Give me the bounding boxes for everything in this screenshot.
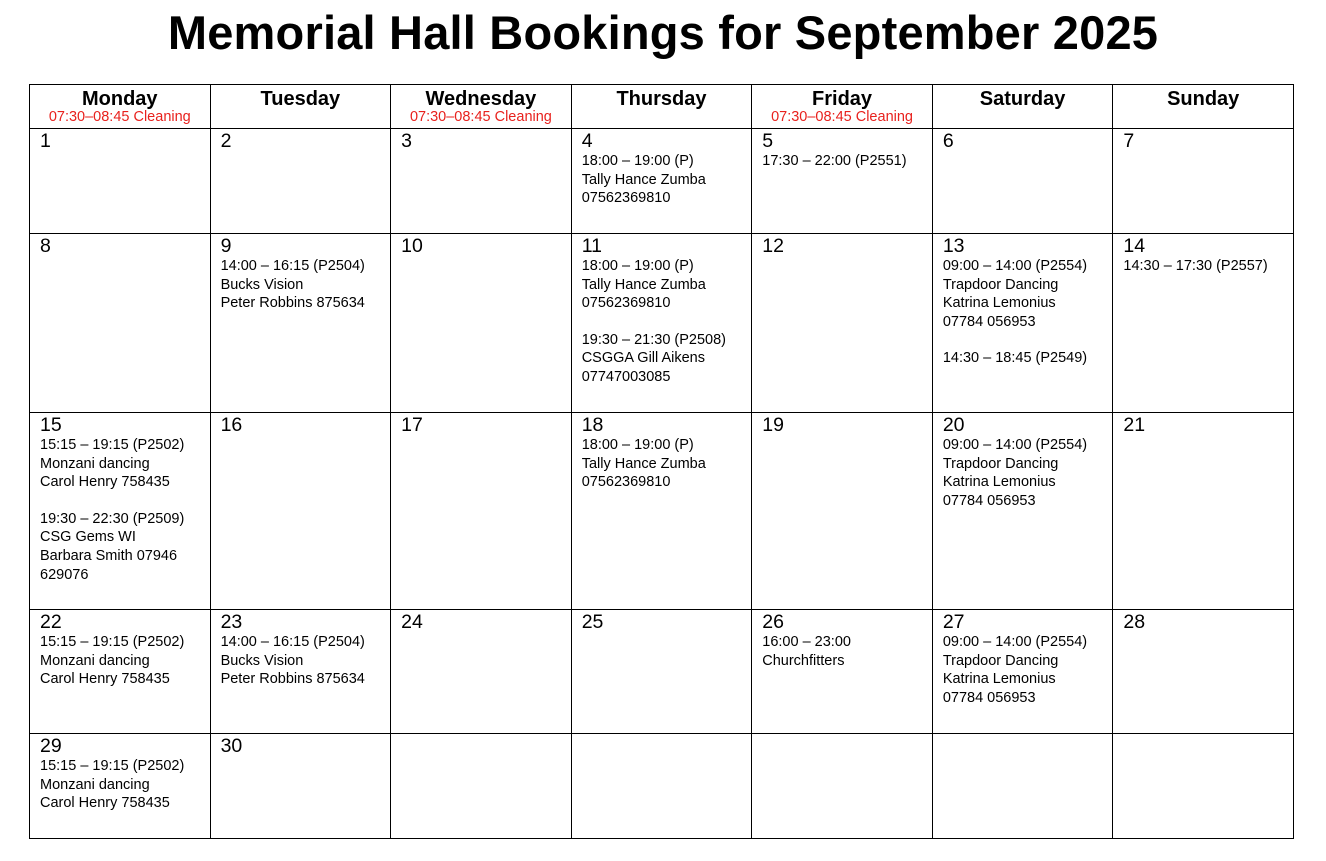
week-row [30,234,1294,413]
booking-time: 15:15 – 19:15 (P2502) [40,437,185,453]
booking-time: 09:00 – 14:00 (P2554) [942,437,1088,453]
date-number: 20 [942,414,965,436]
booking-entry [40,436,202,492]
date-number: 6 [942,130,954,152]
week-row [30,734,1294,839]
day-cell [932,234,1113,413]
day-cell [391,734,572,839]
weekday-name: Sunday [1167,88,1240,110]
day-cell [1113,413,1294,610]
weekday-name: Wednesday [425,88,537,110]
booking-time: 19:30 – 22:30 (P2509) [40,510,185,527]
booking-entry [221,257,383,313]
date-number: 27 [942,611,965,633]
date-number: 13 [942,235,965,257]
day-cell [752,610,933,734]
weekday-header-row [30,85,1294,129]
weekday-header-saturday [932,85,1113,129]
date-number: 25 [581,611,604,633]
day-cell [30,234,211,413]
day-cell [1113,734,1294,839]
day-cell [210,413,391,610]
date-number: 8 [40,235,51,257]
booking-time: 19:30 – 21:30 (P2508) [581,331,726,348]
day-cell [752,413,933,610]
weekday-name: Saturday [979,88,1066,110]
booking-entry [762,633,924,670]
day-cell [30,610,211,734]
date-number: 4 [581,130,593,152]
booking-detail: Katrina Lemonius [942,671,1056,688]
week-row [30,129,1294,234]
date-number: 10 [401,235,423,257]
date-number: 7 [1123,130,1135,152]
page-title: Memorial Hall Bookings for September 2025 [167,6,1159,59]
weekday-header-tuesday [210,85,391,129]
date-number: 2 [220,130,232,152]
booking-time: 18:00 – 19:00 (P) [581,153,694,169]
weekday-cleaning-note: 07:30–08:45 Cleaning [409,109,552,125]
weekday-header-wednesday [391,85,572,129]
day-cell [1113,234,1294,413]
weekday-name: Friday [812,88,873,110]
date-number: 24 [401,611,423,633]
booking-detail: CSGGA Gill Aikens [581,350,705,367]
booking-time: 15:15 – 19:15 (P2502) [40,758,185,774]
booking-time: 17:30 – 22:00 (P2551) [762,153,907,169]
booking-time: 18:00 – 19:00 (P) [581,437,694,453]
calendar-body [30,129,1294,839]
date-number: 23 [220,611,243,633]
booking-detail: Carol Henry 758435 [40,671,170,688]
day-cell [210,129,391,234]
booking-entry [582,257,744,313]
day-cell [1113,610,1294,734]
day-cell [391,129,572,234]
weekday-header-thursday [571,85,752,129]
booking-time: 16:00 – 23:00 [762,634,851,650]
booking-entry [943,349,1105,368]
booking-detail: 07562369810 [581,190,671,207]
weekday-header-monday [30,85,211,129]
booking-entry [762,152,924,171]
booking-detail: Tally Hance Zumba [581,455,706,472]
date-number: 18 [581,414,604,436]
date-number: 17 [401,414,423,436]
booking-detail: 07784 056953 [942,313,1036,330]
booking-detail: Carol Henry 758435 [40,795,170,812]
booking-time: 09:00 – 14:00 (P2554) [942,634,1088,650]
booking-entry [40,510,202,584]
booking-detail: Trapdoor Dancing [942,652,1059,669]
weekday-header-sunday [1113,85,1294,129]
date-number: 9 [220,235,232,257]
day-cell [391,413,572,610]
day-cell [752,234,933,413]
day-cell [932,413,1113,610]
booking-entry [582,436,744,492]
date-number: 3 [401,130,412,152]
booking-detail: Tally Hance Zumba [581,171,706,188]
booking-detail: Peter Robbins 875634 [220,671,365,688]
booking-time: 09:00 – 14:00 (P2554) [942,258,1088,274]
booking-entry [943,257,1105,331]
booking-time: 14:30 – 17:30 (P2557) [1123,258,1268,274]
booking-time: 14:00 – 16:15 (P2504) [220,258,365,274]
booking-detail: 07747003085 [581,368,671,385]
booking-detail: Katrina Lemonius [942,474,1056,491]
booking-time: 18:00 – 19:00 (P) [581,258,694,274]
booking-detail: 07784 056953 [942,689,1036,706]
day-cell [571,734,752,839]
day-cell [210,610,391,734]
booking-detail: Monzani dancing [40,455,150,472]
weekday-name: Thursday [616,88,707,110]
date-number: 5 [762,130,774,152]
booking-detail: Churchfitters [762,652,845,669]
date-number: 30 [220,735,243,757]
day-cell [571,610,752,734]
day-cell [571,234,752,413]
booking-detail: 07784 056953 [942,492,1036,509]
booking-detail: Barbara Smith 07946 [40,547,178,564]
weekday-cleaning-note: 07:30–08:45 Cleaning [771,109,913,125]
booking-entry [1123,257,1285,276]
booking-detail: Trapdoor Dancing [942,455,1059,472]
day-cell [391,610,572,734]
booking-detail: Monzani dancing [40,652,150,669]
date-number: 21 [1123,414,1146,436]
booking-entry [582,152,744,208]
date-number: 14 [1123,235,1146,257]
booking-entry [582,331,744,387]
booking-time: 15:15 – 19:15 (P2502) [40,634,185,650]
booking-detail: Katrina Lemonius [942,295,1056,312]
booking-entry [40,757,202,813]
date-number: 12 [762,235,784,257]
booking-detail: Tally Hance Zumba [581,276,706,293]
day-cell [932,734,1113,839]
week-row [30,610,1294,734]
date-number: 28 [1123,611,1146,633]
booking-entry [943,436,1105,510]
booking-detail: Monzani dancing [40,776,150,793]
booking-entry [221,633,383,689]
date-number: 19 [762,414,784,436]
booking-detail: 07562369810 [581,295,671,312]
booking-detail: Peter Robbins 875634 [220,295,365,312]
day-cell [30,413,211,610]
day-cell [1113,129,1294,234]
date-number: 15 [40,414,62,436]
day-cell [571,413,752,610]
date-number: 1 [40,130,51,152]
booking-entry [943,633,1105,707]
booking-entry [40,633,202,689]
day-cell [932,129,1113,234]
date-number: 16 [220,414,243,436]
booking-detail: Carol Henry 758435 [40,474,170,491]
booking-detail: Bucks Vision [220,652,304,669]
day-cell [30,734,211,839]
calendar-grid [29,84,1294,839]
day-cell [210,734,391,839]
booking-detail: Trapdoor Dancing [942,276,1059,293]
day-cell [391,234,572,413]
booking-detail: CSG Gems WI [40,529,136,546]
date-number: 22 [40,611,62,633]
weekday-cleaning-note: 07:30–08:45 Cleaning [48,109,191,125]
day-cell [932,610,1113,734]
date-number: 26 [762,611,784,633]
day-cell [571,129,752,234]
day-cell [752,129,933,234]
booking-detail: 629076 [40,566,89,583]
booking-detail: Bucks Vision [220,276,304,293]
day-cell [210,234,391,413]
date-number: 29 [40,735,62,757]
day-cell [30,129,211,234]
weekday-header-friday [752,85,933,129]
booking-time: 14:30 – 18:45 (P2549) [942,350,1088,367]
day-cell [752,734,933,839]
booking-time: 14:00 – 16:15 (P2504) [220,634,365,650]
date-number: 11 [581,235,602,257]
weekday-name: Monday [82,88,158,110]
weekday-name: Tuesday [260,88,341,110]
week-row [30,413,1294,610]
booking-detail: 07562369810 [581,474,671,491]
